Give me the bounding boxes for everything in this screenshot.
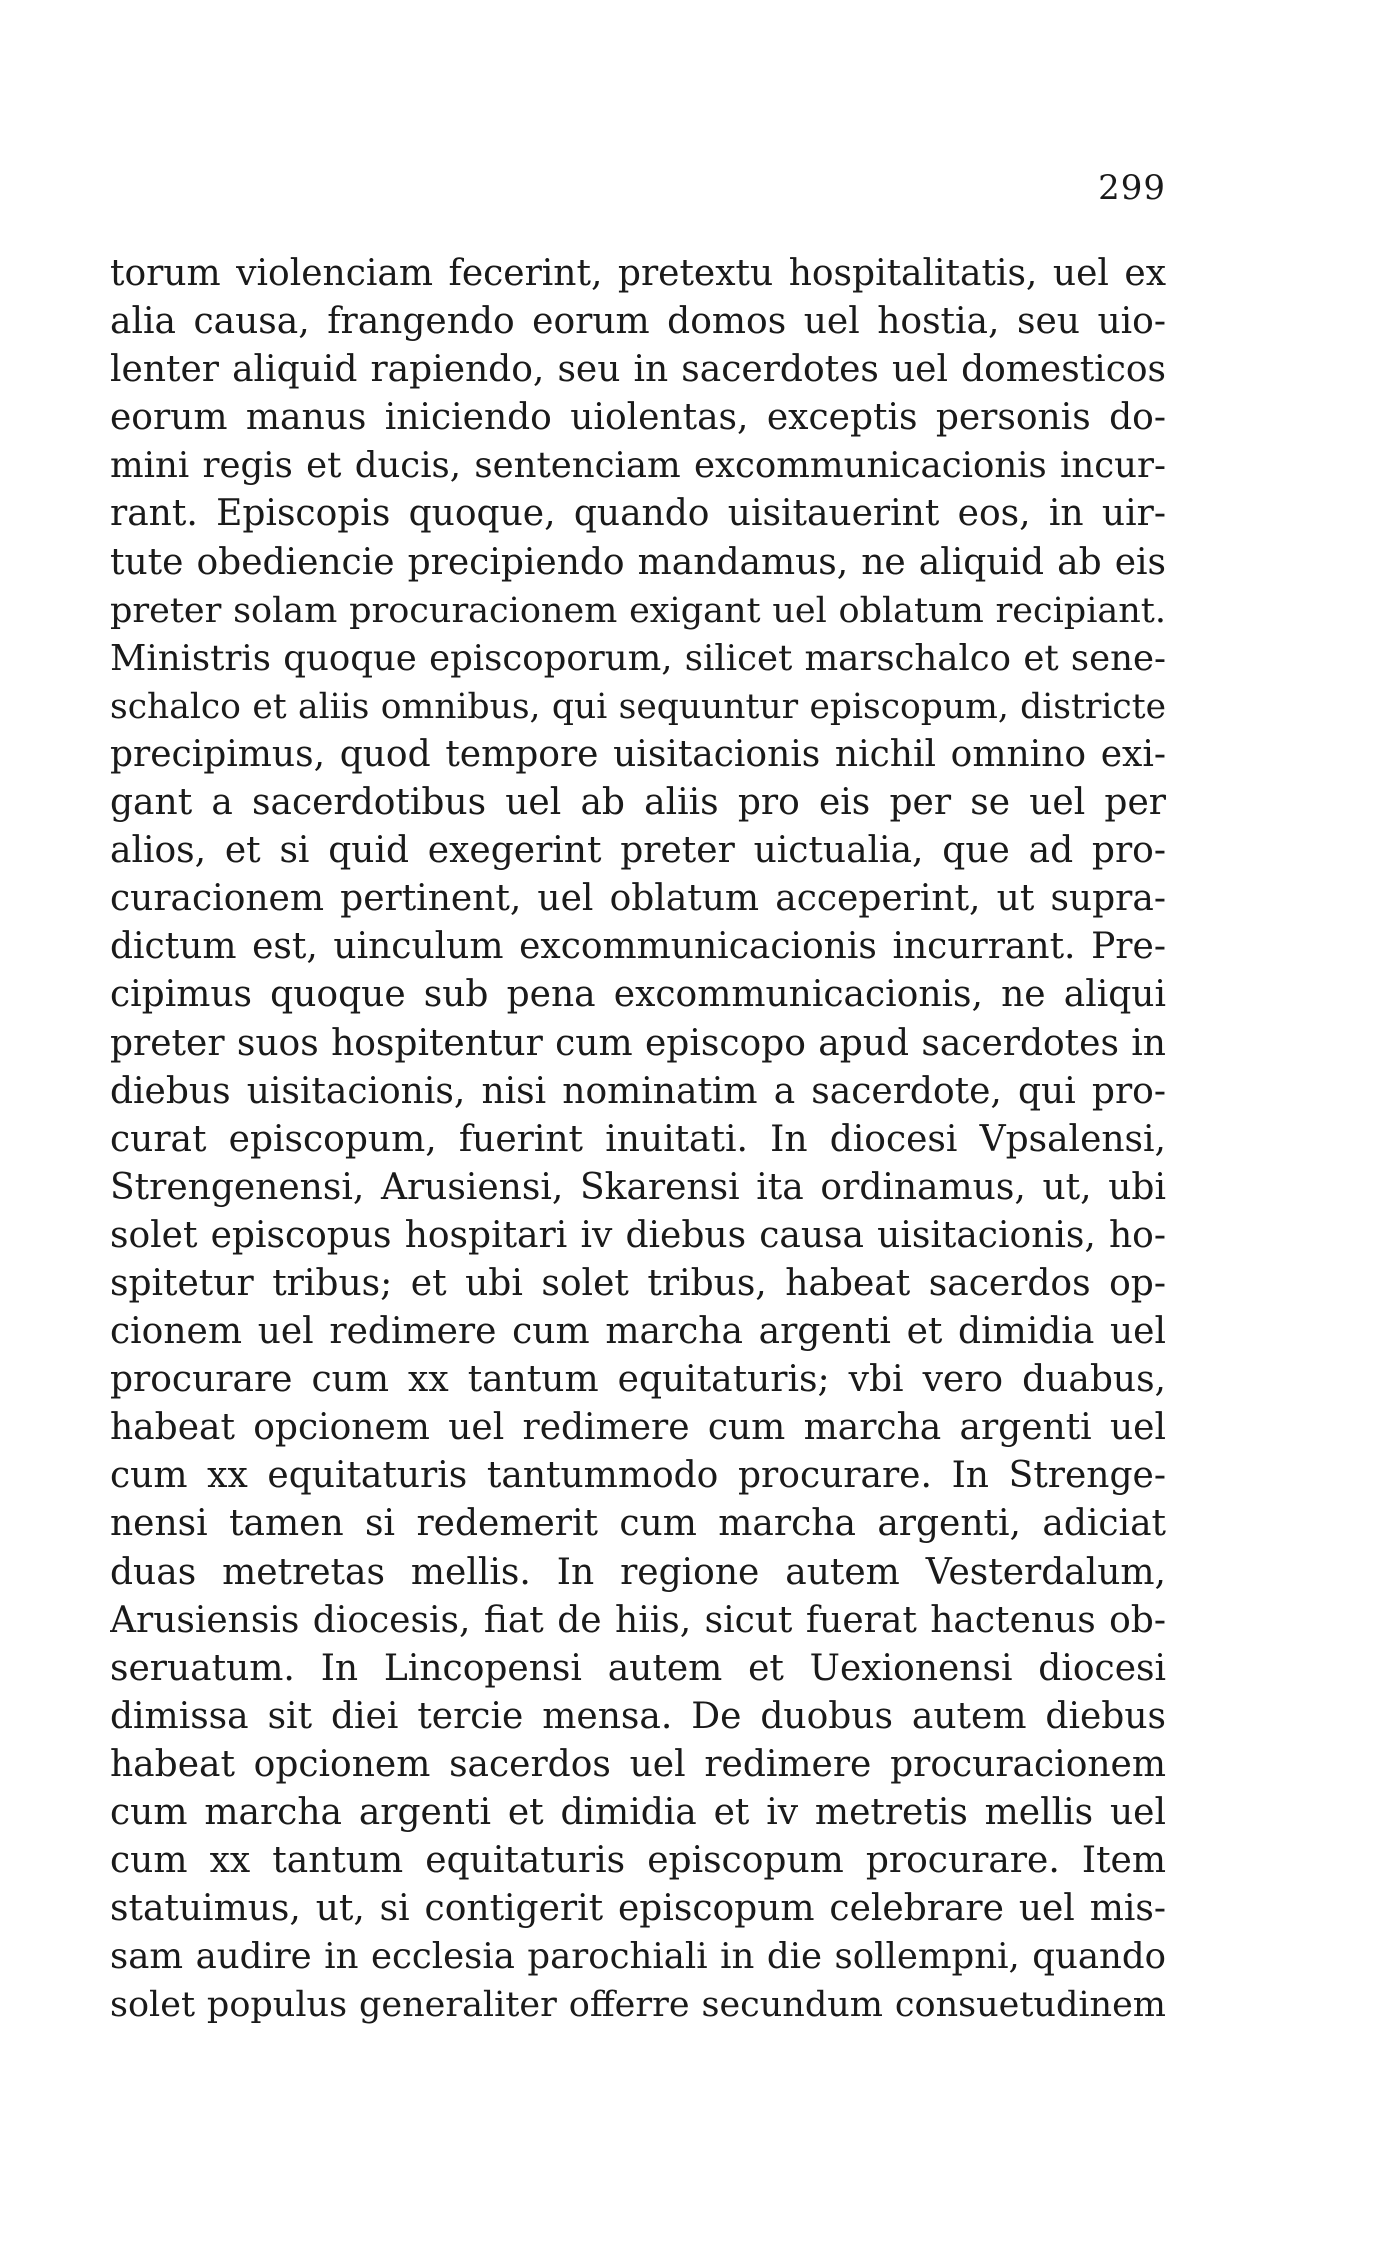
text-line: seruatum. In Lincopensi autem et Uexionensi diocesi: [110, 1647, 1166, 1689]
text-line: nensi tamen si redemerit cum marcha argenti, adiciat: [110, 1503, 1166, 1545]
text-line: torum violenciam fecerint, pretextu hospitalitatis, uel ex: [110, 253, 1166, 294]
text-line: habeat opcionem uel redimere cum marcha argenti uel: [110, 1407, 1166, 1449]
text-line: diebus uisitacionis, nisi nominatim a sacerdote, qui pro-: [110, 1070, 1166, 1112]
text-line: dictum est, uinculum excommunicacionis incurrant. Pre-: [110, 926, 1166, 968]
text-line: solet populus generaliter offerre secundum consuetudinem: [110, 1985, 1166, 2026]
text-line: eorum manus iniciendo uiolentas, exceptis personis do-: [110, 397, 1166, 439]
text-line: sam audire in ecclesia parochiali in die sollempni, quando: [110, 1936, 1166, 1978]
text-line: cum xx tantum equitaturis episcopum procurare. Item: [110, 1840, 1166, 1882]
text-line: lenter aliquid rapiendo, seu in sacerdotes uel domesticos: [110, 349, 1166, 391]
text-line: alia causa, frangendo eorum domos uel hostia, seu uio-: [110, 301, 1166, 343]
text-line: gant a sacerdotibus uel ab aliis pro eis per se uel per: [110, 782, 1166, 824]
text-line: dimissa sit diei tercie mensa. De duobus autem diebus: [110, 1695, 1166, 1737]
text-line: habeat opcionem sacerdos uel redimere procuracionem: [110, 1743, 1166, 1785]
text-line: spitetur tribus; et ubi solet tribus, habeat sacerdos op-: [110, 1262, 1166, 1304]
text-line: cionem uel redimere cum marcha argenti et dimidia uel: [110, 1311, 1166, 1353]
text-line: tute obediencie precipiendo mandamus, ne aliquid ab eis: [110, 541, 1166, 583]
text-line: precipimus, quod tempore uisitacionis nichil omnino exi-: [110, 733, 1166, 775]
text-line: cipimus quoque sub pena excommunicacionis, ne aliqui: [110, 974, 1166, 1016]
text-line: statuimus, ut, si contigerit episcopum celebrare uel mis-: [110, 1888, 1166, 1930]
text-line: preter suos hospitentur cum episcopo apud sacerdotes in: [110, 1022, 1166, 1064]
text-line: Ministris quoque episcoporum, silicet marschalco et sene-: [110, 637, 1166, 679]
text-line: Strengenensi, Arusiensi, Skarensi ita ordinamus, ut, ubi: [110, 1166, 1166, 1208]
text-line: solet episcopus hospitari iv diebus causa uisitacionis, ho-: [110, 1214, 1166, 1256]
text-line: duas metretas mellis. In regione autem Vesterdalum,: [110, 1551, 1166, 1593]
page-number: 299: [1098, 168, 1166, 208]
body-text: [110, 250, 1166, 2029]
text-line: schalco et aliis omnibus, qui sequuntur episcopum, districte: [110, 686, 1166, 727]
text-line: Arusiensis diocesis, fiat de hiis, sicut fuerat hactenus ob-: [110, 1599, 1166, 1641]
text-line: cum marcha argenti et dimidia et iv metretis mellis uel: [110, 1792, 1166, 1833]
text-line: mini regis et ducis, sentenciam excommunicacionis incur-: [110, 445, 1166, 487]
text-line: curat episcopum, fuerint inuitati. In diocesi Vpsalensi,: [110, 1118, 1166, 1160]
text-line: preter solam procuracionem exigant uel oblatum recipiant.: [110, 590, 1166, 631]
text-line: procurare cum xx tantum equitaturis; vbi vero duabus,: [110, 1359, 1166, 1401]
text-line: alios, et si quid exegerint preter uictualia, que ad pro-: [110, 830, 1166, 872]
text-line: rant. Episcopis quoque, quando uisitauerint eos, in uir-: [110, 493, 1166, 535]
text-line: cum xx equitaturis tantummodo procurare. In Strenge-: [110, 1455, 1166, 1497]
text-line: curacionem pertinent, uel oblatum acceperint, ut supra-: [110, 878, 1166, 920]
